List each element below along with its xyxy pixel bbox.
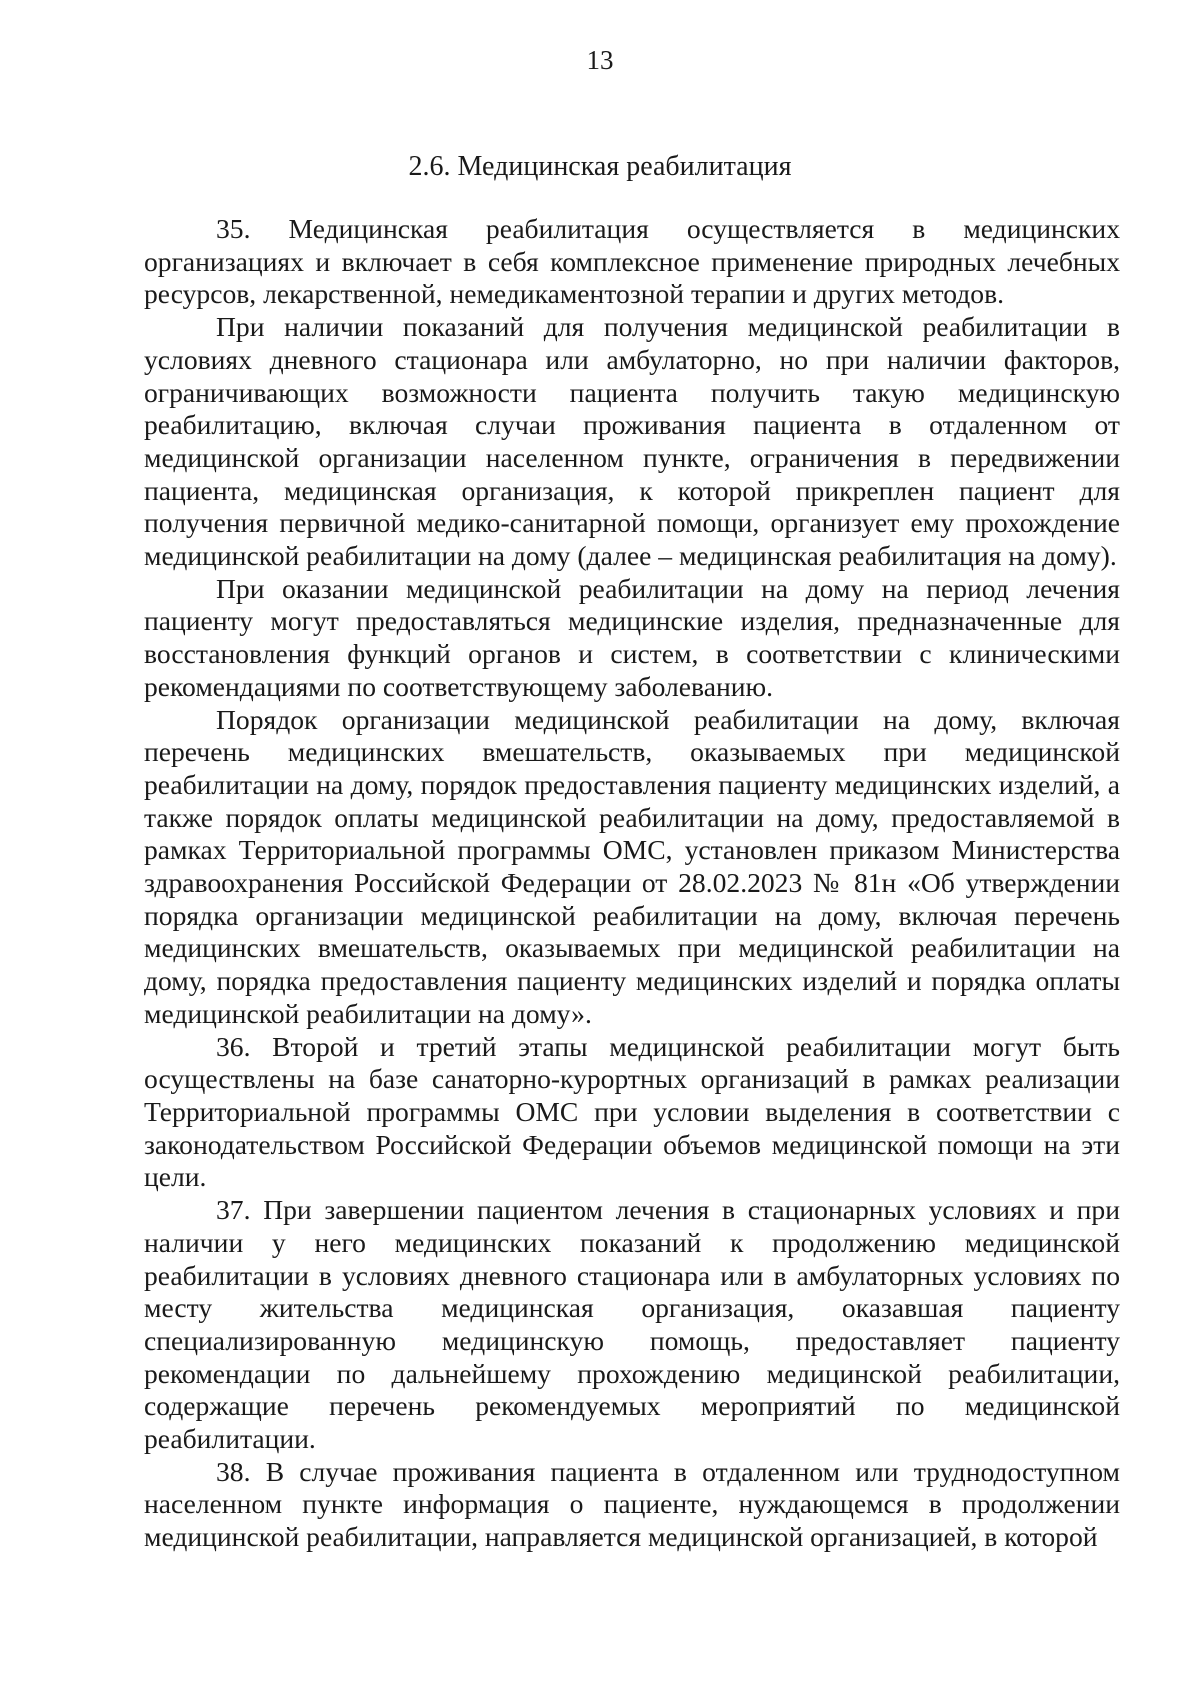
paragraph-36: 36. Второй и третий этапы медицинской реабилитации могут быть осуществлены на базе санаторно-курортных организаций в рамках реализации Территориальной программы ОМС при условии выделения в соответствии с законодательством Российской Федерации объемов медицинской помощи на эти цели. — [144, 1030, 1120, 1193]
paragraph-home-rehabilitation: При наличии показаний для получения медицинской реабилитации в условиях дневного стационара или амбулаторно, но при наличии факторов, ограничивающих возможности пациента получить такую медицинскую реабилитацию, включая случаи проживания пациента в отдаленном от медицинской организации населенном пункте, ограничения в передвижении пациента, медицинская организация, к которой прикреплен пациент для получения первичной медико-санитарной помощи, организует ему прохождение медицинской реабилитации на дому (далее – медицинская реабилитация на дому). — [144, 311, 1120, 572]
paragraph-order-of-organization: Порядок организации медицинской реабилитации на дому, включая перечень медицинских вмешательств, оказываемых при медицинской реабилитации на дому, порядок предоставления пациенту медицинских изделий, а также порядок оплаты медицинской реабилитации на дому, предоставляемой в рамках Территориальной программы ОМС, установлен приказом Министерства здравоохранения Российской Федерации от 28.02.2023 № 81н «Об утверждении порядка организации медицинской реабилитации на дому, включая перечень медицинских вмешательств, оказываемых при медицинской реабилитации на дому, порядка предоставления пациенту медицинских изделий и порядка оплаты медицинской реабилитации на дому». — [144, 703, 1120, 1029]
paragraph-38: 38. В случае проживания пациента в отдаленном или труднодоступном населенном пункте информация о пациенте, нуждающемся в продолжении медицинской реабилитации, направляется медицинской организацией, в которой — [144, 1455, 1120, 1553]
section-title: 2.6. Медицинская реабилитация — [408, 151, 792, 182]
page-number: 13 — [586, 45, 614, 75]
paragraph-medical-devices: При оказании медицинской реабилитации на дому на период лечения пациенту могут предоставляться медицинские изделия, предназначенные для восстановления функций органов и систем, в соответствии с клиническими рекомендациями по соответствующему заболеванию. — [144, 572, 1120, 702]
paragraph-35: 35. Медицинская реабилитация осуществляется в медицинских организациях и включает в себя комплексное применение природных лечебных ресурсов, лекарственной, немедикаментозной терапии и других методов. — [144, 213, 1120, 310]
paragraph-37: 37. При завершении пациентом лечения в стационарных условиях и при наличии у него медицинских показаний к продолжению медицинской реабилитации в условиях дневного стационара или в амбулаторных условиях по месту жительства медицинская организация, оказавшая пациенту специализированную медицинскую помощь, предоставляет пациенту рекомендации по дальнейшему прохождению медицинской реабилитации, содержащие перечень рекомендуемых мероприятий по медицинской реабилитации. — [144, 1194, 1120, 1455]
body-text — [144, 213, 1120, 1554]
